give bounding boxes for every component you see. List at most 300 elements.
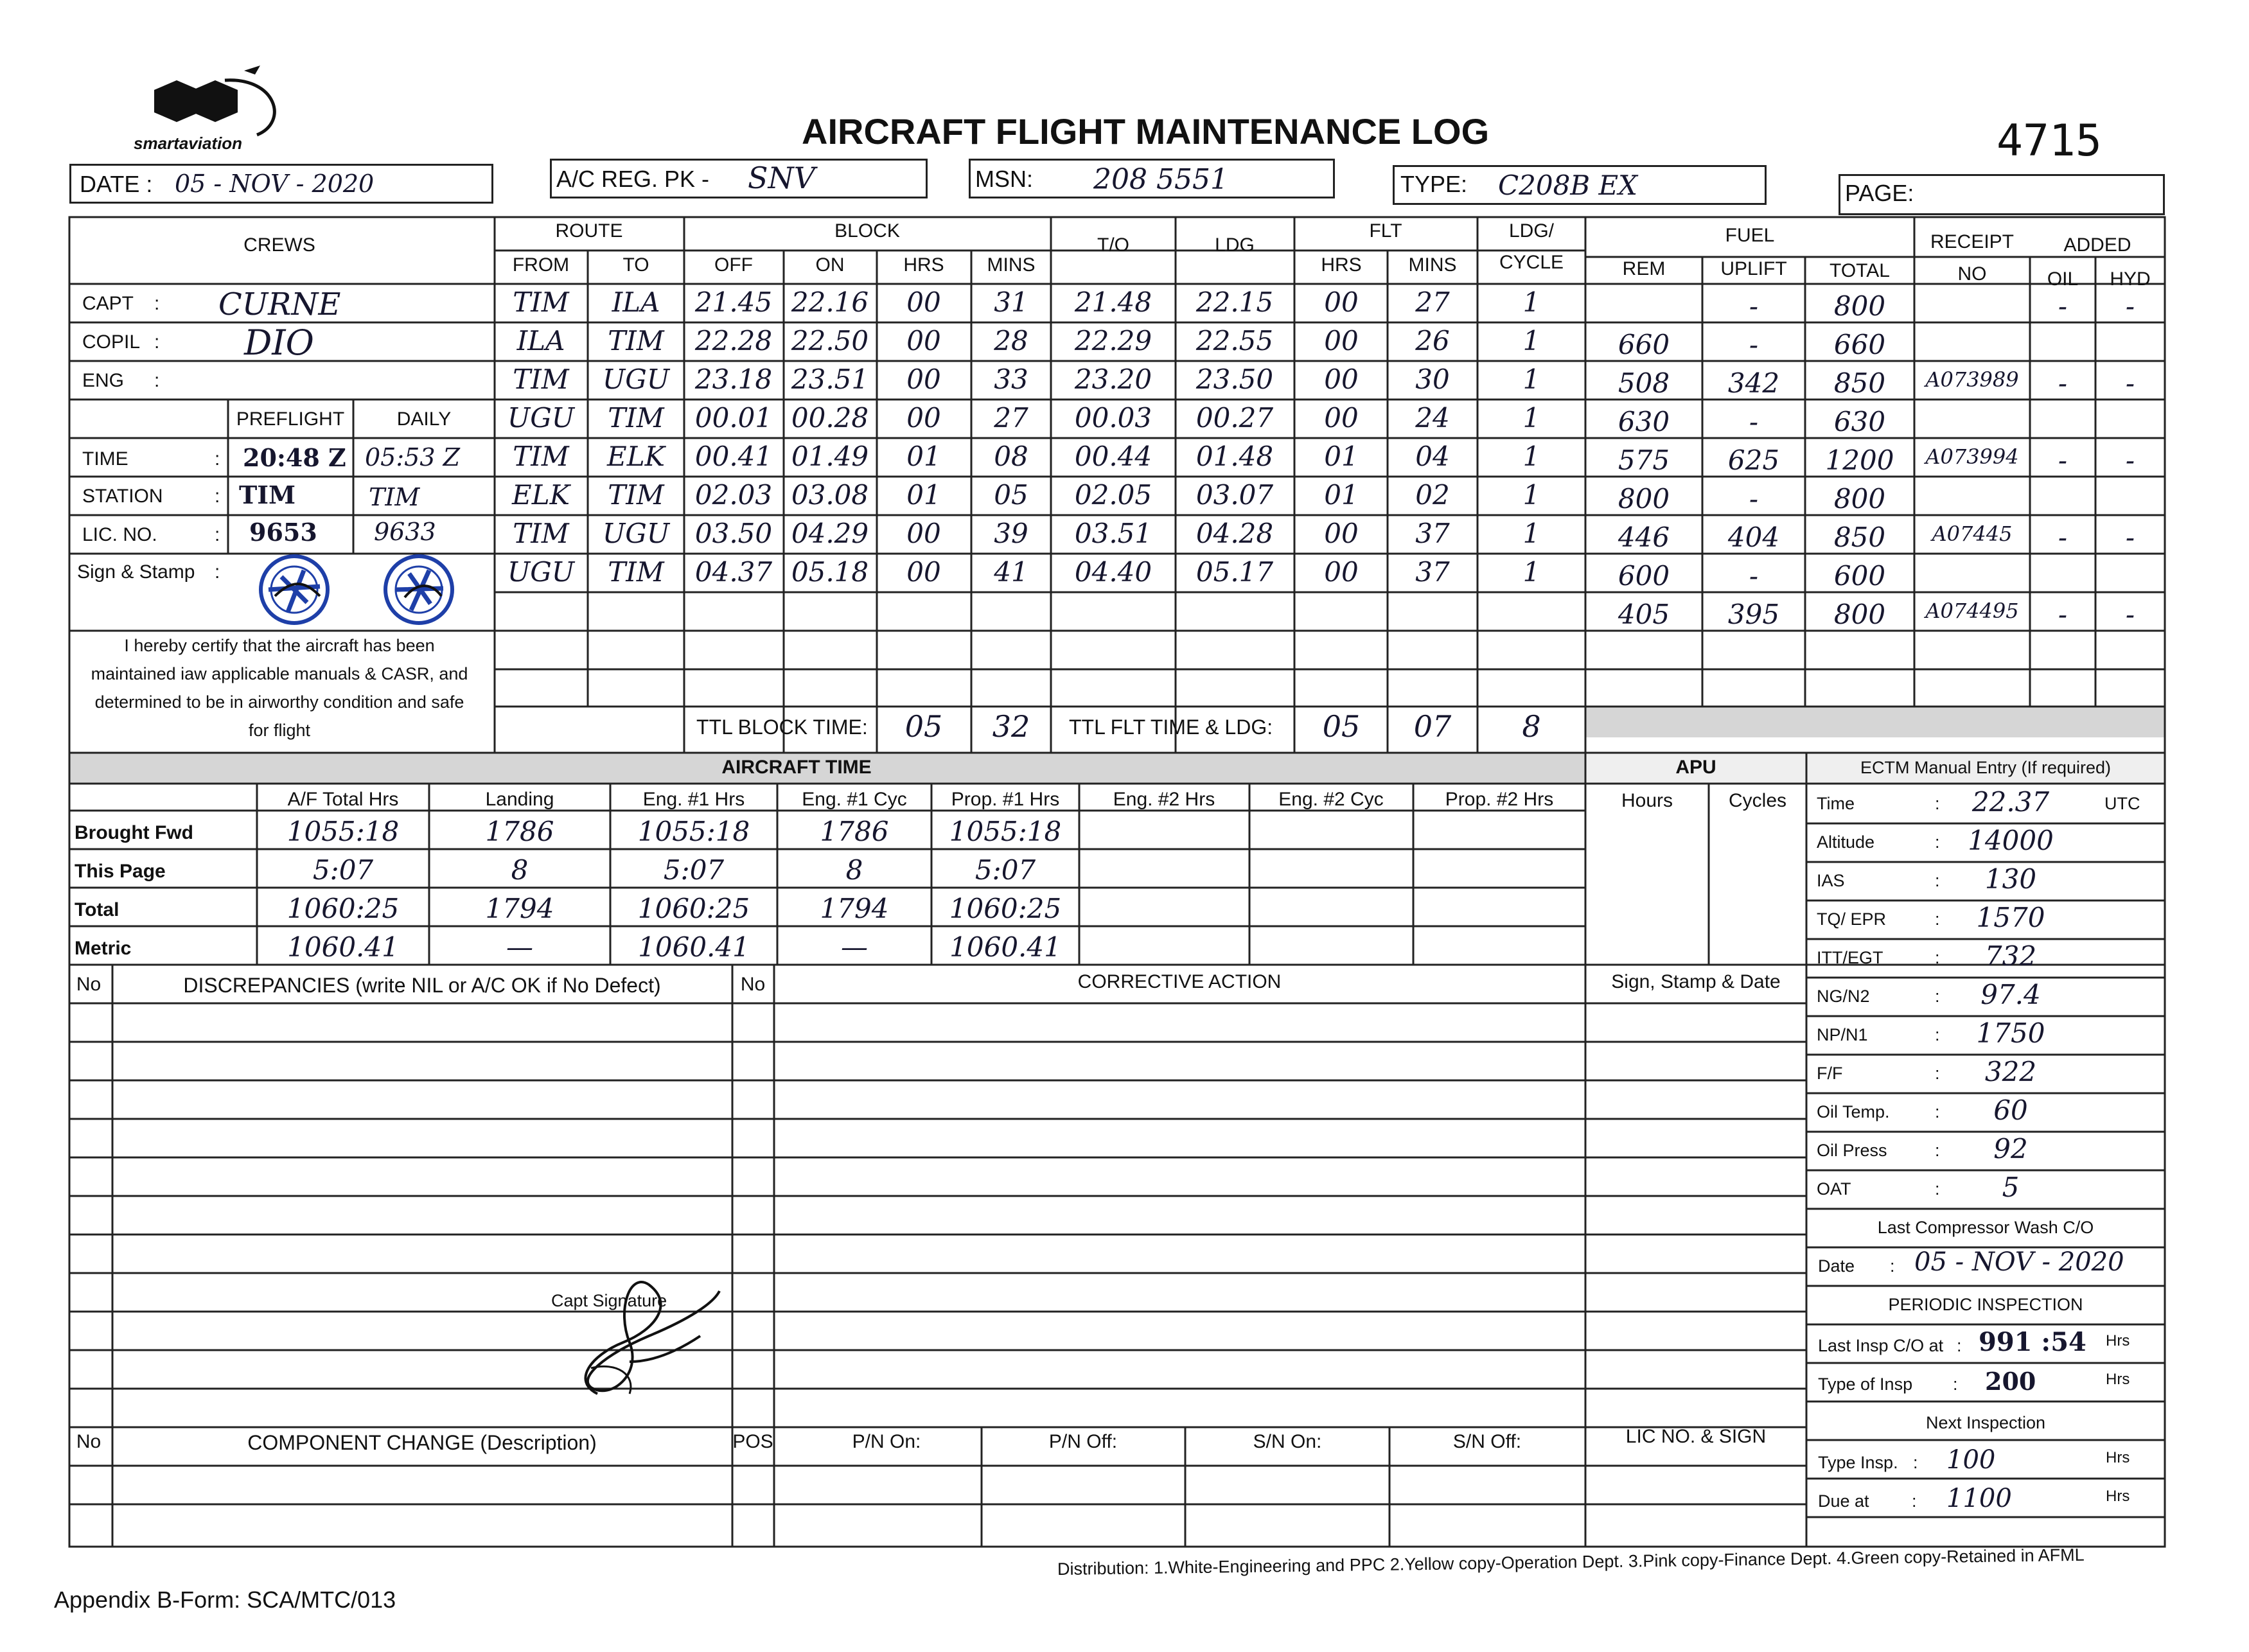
- route-to: TO: [622, 254, 649, 276]
- flight-off: 03.50: [694, 518, 773, 549]
- ectm-label: Altitude: [1817, 832, 1875, 852]
- ectm-colon: :: [1935, 909, 1940, 929]
- flight-from: ELK: [512, 479, 570, 511]
- copil-colon: :: [154, 331, 160, 353]
- daily-label: DAILY: [396, 409, 452, 430]
- flight-flt-hrs: 00: [1324, 402, 1359, 434]
- ectm-colon: :: [1935, 1141, 1940, 1160]
- brand-name: smartaviation: [134, 134, 243, 153]
- flight-ldg: 03.07: [1195, 479, 1274, 511]
- aircraft-time-row-label: Metric: [75, 938, 132, 959]
- flight-mins: 31: [994, 286, 1028, 318]
- flight-ldg: 00.27: [1195, 402, 1274, 434]
- ttl-flt-label: TTL FLT TIME & LDG:: [1069, 716, 1273, 739]
- daily-station: TIM: [369, 483, 420, 511]
- comp-sn-off: S/N Off:: [1452, 1431, 1522, 1452]
- aircraft-time-value: 1060:25: [637, 893, 750, 924]
- aircraft-time-value: 1055:18: [287, 816, 400, 847]
- fuel-hyd: -: [2125, 522, 2135, 553]
- fuel-total: 600: [1833, 560, 1886, 592]
- flight-flt-mins: 27: [1415, 286, 1450, 318]
- aircraft-time-col-header: Landing: [485, 789, 554, 810]
- form-title: AIRCRAFT FLIGHT MAINTENANCE LOG: [802, 111, 1490, 152]
- ectm-value: 5: [2002, 1172, 2020, 1203]
- aircraft-time-value: 1794: [485, 893, 554, 924]
- flight-cycle: 1: [1522, 286, 1540, 318]
- flight-on: 23.51: [791, 364, 869, 395]
- fuel-uplift: -: [1749, 406, 1759, 437]
- ectm-label: F/F: [1817, 1064, 1843, 1083]
- fuel-heading: FUEL: [1725, 225, 1775, 246]
- ectm-colon: :: [1935, 1102, 1940, 1121]
- comp-sn-on: S/N On:: [1253, 1431, 1322, 1452]
- flight-to-t: 03.51: [1074, 518, 1152, 549]
- fuel-receipt: A073989: [1925, 367, 2019, 392]
- aircraft-time-col-header: Eng. #2 Cyc: [1278, 789, 1384, 810]
- fuel-uplift: -: [1749, 329, 1759, 360]
- type-insp-colon: :: [1953, 1375, 1958, 1394]
- fuel-uplift: -: [1749, 290, 1759, 322]
- flight-flt-mins: 26: [1415, 325, 1450, 356]
- capt-name: CURNE: [218, 286, 341, 322]
- flight-off: 21.45: [694, 286, 773, 318]
- flight-ldg: 23.50: [1195, 364, 1274, 395]
- flight-off: 23.18: [694, 364, 773, 395]
- aircraft-time-row-label: Total: [75, 899, 119, 920]
- flight-ldg: 22.55: [1195, 325, 1274, 356]
- sign-stamp-date: Sign, Stamp & Date: [1611, 971, 1781, 992]
- fuel-total: TOTAL: [1830, 260, 1890, 281]
- preflight-label: PREFLIGHT: [236, 409, 345, 430]
- flight-mins: 41: [994, 556, 1028, 588]
- fuel-uplift: -: [1749, 483, 1759, 514]
- fuel-receipt: A073994: [1925, 444, 2019, 469]
- ectm-colon: :: [1935, 1064, 1940, 1083]
- preflight-station: TIM: [239, 480, 296, 509]
- flight-mins: 27: [994, 402, 1028, 434]
- preflight-lic: 9653: [249, 518, 317, 547]
- aircraft-time-value: 1060:25: [949, 893, 1062, 924]
- copil-name: DIO: [244, 322, 314, 363]
- flight-flt-hrs: 00: [1324, 286, 1359, 318]
- flight-off: 02.03: [694, 479, 773, 511]
- aircraft-time-value: —: [841, 931, 868, 963]
- last-insp-label: Last Insp C/O at: [1818, 1336, 1944, 1355]
- due-colon: :: [1912, 1491, 1917, 1511]
- fuel-uplift: 395: [1727, 599, 1780, 630]
- route-from: FROM: [512, 254, 570, 276]
- flight-on: 22.50: [791, 325, 869, 356]
- flight-on: 04.29: [791, 518, 869, 549]
- flight-ldg: 04.28: [1195, 518, 1274, 549]
- flight-to-t: 23.20: [1074, 364, 1152, 395]
- wash-heading: Last Compressor Wash C/O: [1877, 1218, 2094, 1237]
- flight-flt-hrs: 00: [1324, 518, 1359, 549]
- distribution-note: Distribution: 1.White-Engineering and PPC 2.Yellow copy-Operation Dept. 3.Pink copy-Finance Dept. 4.Green copy-Retained in AFML: [1057, 1545, 2085, 1579]
- apu-cycles: Cycles: [1728, 790, 1787, 811]
- comp-pn-on: P/N On:: [852, 1431, 921, 1452]
- flight-flt-hrs: 00: [1324, 364, 1359, 395]
- comp-no: No: [76, 1431, 101, 1452]
- flight-to: UGU: [602, 364, 670, 395]
- ldg-cycle-2: CYCLE: [1499, 252, 1564, 273]
- flight-flt-hrs: 00: [1324, 556, 1359, 588]
- aircraft-time-value: 8: [511, 854, 529, 886]
- ectm-value: 732: [1984, 940, 2037, 972]
- fuel-oil: -: [2058, 522, 2068, 553]
- ttl-ldg: 8: [1522, 709, 1541, 744]
- date-value: 05 - NOV - 2020: [175, 170, 375, 198]
- flight-to: TIM: [608, 325, 664, 356]
- cert-line-4: for flight: [248, 721, 311, 740]
- ttl-block-mins: 32: [992, 709, 1030, 744]
- ectm-colon: :: [1935, 832, 1940, 852]
- flight-flt-mins: 04: [1415, 441, 1450, 472]
- aircraft-time-value: 8: [845, 854, 863, 886]
- flight-flt-mins: 37: [1415, 518, 1450, 549]
- eng-label: ENG: [82, 370, 125, 391]
- flight-cycle: 1: [1522, 402, 1540, 434]
- ldg-cycle-1: LDG/: [1508, 220, 1555, 242]
- ectm-colon: :: [1935, 1025, 1940, 1044]
- aircraft-time-heading: AIRCRAFT TIME: [721, 757, 872, 778]
- flight-to-t: 02.05: [1074, 479, 1152, 511]
- flight-mins: 08: [994, 441, 1028, 472]
- preflight-time: 20:48 Z: [243, 443, 346, 472]
- aircraft-time-col-header: Eng. #2 Hrs: [1113, 789, 1215, 810]
- date-label: DATE :: [80, 171, 153, 197]
- flight-to-t: 04.40: [1074, 556, 1152, 588]
- cert-line-1: I hereby certify that the aircraft has been: [124, 636, 435, 655]
- ectm-colon: :: [1935, 794, 1940, 813]
- fuel-total: 800: [1833, 599, 1886, 630]
- fuel-uplift: -: [1749, 560, 1759, 592]
- disc-heading: DISCREPANCIES (write NIL or A/C OK if No Defect): [183, 974, 661, 997]
- flight-on: 22.16: [791, 286, 869, 318]
- ectm-colon: :: [1935, 1179, 1940, 1199]
- fuel-total: 630: [1833, 406, 1886, 437]
- flight-cycle: 1: [1522, 441, 1540, 472]
- flight-flt-mins: 30: [1415, 364, 1450, 395]
- msn-value: 208 5551: [1093, 163, 1228, 196]
- last-insp-colon: :: [1957, 1336, 1962, 1355]
- flight-mins: 05: [994, 479, 1028, 511]
- time-colon: :: [215, 448, 220, 470]
- ectm-label: TQ/ EPR: [1817, 909, 1887, 929]
- flight-off: 00.41: [694, 441, 773, 472]
- fuel-rem: 575: [1618, 444, 1670, 476]
- block-off: OFF: [714, 254, 753, 276]
- ectm-colon: :: [1935, 871, 1940, 890]
- wash-date: 05 - NOV - 2020: [1914, 1247, 2124, 1277]
- flight-to: ILA: [612, 286, 660, 318]
- flt-heading: FLT: [1369, 220, 1402, 242]
- next-type-colon: :: [1913, 1453, 1918, 1472]
- fuel-rem: 800: [1618, 483, 1670, 514]
- ectm-label: NG/N2: [1817, 987, 1870, 1006]
- fuel-hyd: -: [2125, 444, 2135, 476]
- station-label: STATION: [82, 486, 163, 507]
- next-type-hrs: Hrs: [2106, 1449, 2130, 1466]
- next-type-value: 100: [1946, 1445, 1996, 1475]
- aircraft-time-value: 5:07: [312, 854, 374, 886]
- ectm-value: 1750: [1976, 1017, 2045, 1049]
- flight-hrs: 00: [906, 518, 941, 549]
- aircraft-time-value: 1055:18: [637, 816, 750, 847]
- flight-ldg: 01.48: [1195, 441, 1274, 472]
- wash-date-label: Date: [1818, 1256, 1855, 1276]
- flight-hrs: 00: [906, 556, 941, 588]
- flight-to-t: 00.03: [1074, 402, 1152, 434]
- msn-label: MSN:: [975, 166, 1033, 192]
- aircraft-time-value: 1055:18: [949, 816, 1062, 847]
- fuel-total: 800: [1833, 483, 1886, 514]
- fuel-total: 1200: [1825, 444, 1894, 476]
- ectm-value: 92: [1993, 1133, 2028, 1164]
- added-oil: OIL: [2047, 268, 2079, 290]
- copil-label: COPIL: [82, 331, 141, 353]
- ttl-block-hrs: 05: [904, 709, 943, 744]
- ectm-value: 60: [1993, 1094, 2028, 1126]
- sign-stamp-label: Sign & Stamp: [77, 561, 195, 583]
- ectm-value: 322: [1984, 1056, 2037, 1087]
- fuel-total: 660: [1833, 329, 1886, 360]
- fuel-rem: REM: [1622, 258, 1666, 279]
- next-type-label: Type Insp.: [1818, 1453, 1898, 1472]
- ectm-label: OAT: [1817, 1179, 1851, 1199]
- ectm-label: Time: [1817, 794, 1855, 813]
- aircraft-time-value: 1060.41: [949, 931, 1061, 963]
- fuel-uplift: 625: [1727, 444, 1780, 476]
- flight-from: TIM: [513, 518, 569, 549]
- corr-no: No: [740, 974, 766, 995]
- block-on: ON: [815, 254, 845, 276]
- flight-from: UGU: [507, 556, 575, 588]
- reg-value: SNV: [748, 161, 815, 195]
- fuel-rem: 405: [1618, 599, 1670, 630]
- fuel-oil: -: [2058, 367, 2068, 399]
- aircraft-time-col-header: Eng. #1 Hrs: [642, 789, 745, 810]
- station-colon: :: [215, 486, 220, 507]
- type-insp-value: 200: [1985, 1367, 2036, 1396]
- flight-hrs: 01: [906, 479, 941, 511]
- fuel-total: 850: [1833, 367, 1886, 399]
- ectm-label: Oil Press: [1817, 1141, 1887, 1160]
- flight-from: ILA: [516, 325, 565, 356]
- block-hrs: HRS: [903, 254, 944, 276]
- type-insp-label: Type of Insp: [1818, 1375, 1913, 1394]
- fuel-oil: -: [2058, 290, 2068, 322]
- flight-from: TIM: [513, 441, 569, 472]
- flight-to-t: 21.48: [1074, 286, 1152, 318]
- due-value: 1100: [1946, 1484, 2012, 1513]
- flight-on: 01.49: [791, 441, 869, 472]
- flight-flt-hrs: 01: [1324, 441, 1359, 472]
- fuel-oil: -: [2058, 599, 2068, 630]
- aircraft-time-value: 1794: [820, 893, 889, 924]
- type-value: C208B EX: [1498, 170, 1638, 201]
- ttl-flt-mins: 07: [1413, 709, 1452, 744]
- ectm-value: 14000: [1968, 825, 2054, 856]
- capt-label: CAPT: [82, 293, 134, 314]
- comp-lic-sign: LIC NO. & SIGN: [1625, 1426, 1767, 1447]
- flight-hrs: 00: [906, 286, 941, 318]
- comp-pos: POS: [732, 1431, 773, 1452]
- crews-heading: CREWS: [243, 234, 315, 256]
- flight-to: TIM: [608, 479, 664, 511]
- flight-off: 00.01: [694, 402, 773, 434]
- ldg-heading: LDG: [1215, 234, 1255, 256]
- ttl-flt-hrs: 05: [1322, 709, 1361, 744]
- time-label: TIME: [82, 448, 128, 470]
- form-number: Appendix B-Form: SCA/MTC/013: [54, 1586, 396, 1613]
- fuel-rem: 630: [1618, 406, 1670, 437]
- ectm-value: 97.4: [1980, 979, 2041, 1010]
- fuel-rem: 508: [1618, 367, 1670, 399]
- flight-from: UGU: [507, 402, 575, 434]
- lic-colon: :: [215, 524, 220, 545]
- cert-line-3: determined to be in airworthy condition and safe: [94, 692, 464, 712]
- flight-flt-mins: 02: [1415, 479, 1450, 511]
- flight-to-t: 00.44: [1074, 441, 1152, 472]
- aircraft-time-col-header: Eng. #1 Cyc: [802, 789, 907, 810]
- sign-colon: :: [215, 561, 220, 583]
- fuel-receipt: A074495: [1925, 599, 2019, 623]
- flight-on: 03.08: [791, 479, 869, 511]
- flight-to-t: 22.29: [1074, 325, 1152, 356]
- fuel-rem: 660: [1618, 329, 1670, 360]
- flight-cycle: 1: [1522, 479, 1540, 511]
- flight-mins: 33: [994, 364, 1028, 395]
- flight-on: 00.28: [791, 402, 869, 434]
- flight-mins: 39: [994, 518, 1028, 549]
- ectm-value: 130: [1984, 863, 2037, 895]
- flight-hrs: 01: [906, 441, 941, 472]
- to-heading: T/O: [1097, 234, 1129, 256]
- fuel-hyd: -: [2125, 290, 2135, 322]
- due-hrs: Hrs: [2106, 1488, 2130, 1505]
- serial-number: 4715: [1997, 116, 2102, 166]
- flight-to: TIM: [608, 402, 664, 434]
- flight-cycle: 1: [1522, 325, 1540, 356]
- aircraft-time-row-label: Brought Fwd: [75, 822, 193, 843]
- disc-no: No: [76, 974, 101, 995]
- ectm-label: IAS: [1817, 871, 1845, 890]
- corrective-heading: CORRECTIVE ACTION: [1077, 971, 1282, 992]
- aircraft-time-value: 1060:25: [287, 893, 400, 924]
- flt-mins: MINS: [1408, 254, 1457, 276]
- flight-flt-hrs: 00: [1324, 325, 1359, 356]
- aircraft-time-col-header: A/F Total Hrs: [287, 789, 399, 810]
- type-label: TYPE:: [1400, 171, 1468, 197]
- aircraft-time-value: 1060.41: [287, 931, 399, 963]
- ttl-block-label: TTL BLOCK TIME:: [696, 716, 868, 739]
- capt-signature: [552, 1265, 732, 1419]
- flight-flt-mins: 37: [1415, 556, 1450, 588]
- flight-off: 22.28: [694, 325, 773, 356]
- block-mins: MINS: [987, 254, 1036, 276]
- fuel-hyd: -: [2125, 367, 2135, 399]
- page-label: PAGE:: [1845, 180, 1914, 206]
- wash-colon: :: [1890, 1256, 1895, 1276]
- flight-cycle: 1: [1522, 518, 1540, 549]
- flight-to: ELK: [607, 441, 665, 472]
- last-insp-value: 991 :54: [1979, 1327, 2086, 1357]
- flight-hrs: 00: [906, 325, 941, 356]
- type-insp-hrs: Hrs: [2106, 1371, 2130, 1388]
- fuel-receipt: A07445: [1932, 522, 2013, 546]
- cert-line-2: maintained iaw applicable manuals & CASR, and: [91, 664, 468, 683]
- ectm-label: Oil Temp.: [1817, 1102, 1890, 1121]
- aircraft-time-col-header: Prop. #2 Hrs: [1445, 789, 1554, 810]
- fuel-uplift: UPLIFT: [1720, 258, 1787, 279]
- flight-hrs: 00: [906, 402, 941, 434]
- fuel-oil: -: [2058, 444, 2068, 476]
- reg-label: A/C REG. PK -: [556, 166, 710, 192]
- eng-colon: :: [154, 370, 160, 391]
- aircraft-time-value: 5:07: [663, 854, 725, 886]
- flight-off: 04.37: [694, 556, 773, 588]
- flight-mins: 28: [994, 325, 1028, 356]
- aircraft-time-value: 1786: [485, 816, 554, 847]
- receipt-heading-1: RECEIPT: [1930, 231, 2015, 252]
- flight-from: TIM: [513, 286, 569, 318]
- added-heading: ADDED: [2063, 234, 2131, 256]
- fuel-rem: 600: [1618, 560, 1670, 592]
- flight-from: TIM: [513, 364, 569, 395]
- periodic-heading: PERIODIC INSPECTION: [1888, 1295, 2083, 1314]
- flight-to: UGU: [602, 518, 670, 549]
- ectm-value: 1570: [1976, 902, 2045, 933]
- capt-signature-label: Capt Signature: [551, 1291, 667, 1310]
- flight-ldg: 05.17: [1195, 556, 1274, 588]
- flight-flt-mins: 24: [1415, 402, 1450, 434]
- aircraft-time-col-header: Prop. #1 Hrs: [951, 789, 1060, 810]
- next-heading: Next Inspection: [1925, 1413, 2046, 1432]
- last-insp-hrs: Hrs: [2106, 1332, 2130, 1349]
- apu-heading: APU: [1675, 757, 1716, 778]
- fuel-total: 850: [1833, 522, 1886, 553]
- aircraft-time-value: 1060.41: [638, 931, 750, 963]
- ectm-label: ITT/EGT: [1817, 948, 1883, 967]
- preflight-stamp: [249, 551, 339, 628]
- flight-hrs: 00: [906, 364, 941, 395]
- daily-stamp: [374, 551, 464, 628]
- flight-on: 05.18: [791, 556, 869, 588]
- due-label: Due at: [1818, 1491, 1869, 1511]
- aircraft-time-value: 1786: [820, 816, 889, 847]
- route-heading: ROUTE: [555, 220, 623, 242]
- fuel-total: 800: [1833, 290, 1886, 322]
- flight-to: TIM: [608, 556, 664, 588]
- aircraft-time-value: —: [506, 931, 533, 963]
- capt-colon: :: [154, 293, 160, 314]
- flight-cycle: 1: [1522, 556, 1540, 588]
- fuel-uplift: 342: [1727, 367, 1780, 399]
- added-hyd: HYD: [2110, 268, 2151, 290]
- comp-pn-off: P/N Off:: [1048, 1431, 1118, 1452]
- comp-heading: COMPONENT CHANGE (Description): [247, 1431, 597, 1454]
- aircraft-time-row-label: This Page: [75, 861, 166, 882]
- flight-ldg: 22.15: [1195, 286, 1274, 318]
- receipt-heading-2: NO: [1957, 263, 1987, 285]
- daily-time: 05:53 Z: [365, 443, 460, 471]
- fuel-rem: 446: [1618, 522, 1670, 553]
- ectm-utc: UTC: [2104, 794, 2140, 813]
- daily-lic: 9633: [374, 518, 436, 546]
- aircraft-time-value: 5:07: [975, 854, 1036, 886]
- flt-hrs: HRS: [1321, 254, 1362, 276]
